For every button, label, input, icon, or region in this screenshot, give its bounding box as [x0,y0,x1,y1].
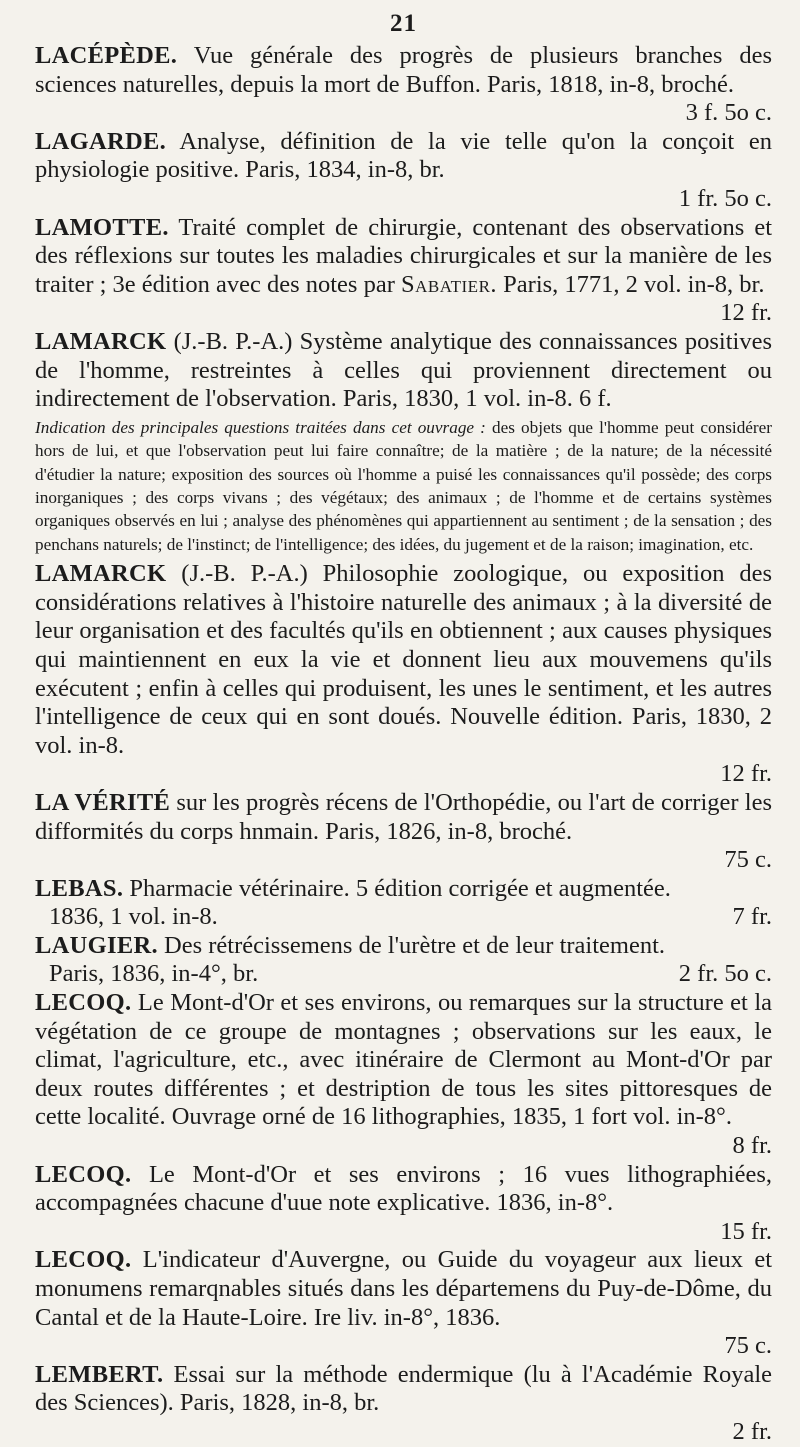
entry-text: Des rétrécissemens de l'urètre et de leur traitement. [164,931,666,959]
entry-text: Traité complet de chirurgie, contenant des observations et des réflexions sur toutes les maladies chirurgicales et sur la manière de les traiter ; 3e édition avec des notes par [35,213,772,298]
catalogue-entry [35,42,772,128]
catalogue-entry [35,1161,772,1247]
entry-price: 15 fr. [720,1217,772,1245]
entry-text: Analyse, définition de la vie telle qu'on la conçoit en physiologie positive. Paris, 1834, in-8, br. [35,127,773,184]
catalogue-entry [35,932,772,989]
catalogue-entry [35,989,772,1161]
entry-author: LAGARDE. [35,127,167,155]
entry-note [35,416,772,556]
entry-price-line [35,960,772,989]
catalogue-entry [35,560,772,789]
catalogue-entry [35,1246,772,1360]
note-label: Indication des principales questions traitées dans cet ouvrage : [35,417,486,437]
entry-price: 7 fr. [732,903,772,931]
entry-author: LEMBERT. [35,1360,164,1388]
entry-price: 75 c. [724,846,772,874]
entry-text: sur les progrès récens de l'Orthopédie, ou l'art de corriger les difformités du corps hnmain. Paris, 1826, in-8, broché. [35,788,772,845]
entry-price: 12 fr. [720,760,772,788]
entry-text: (J.-B. P.-A.) Philosophie zoologique, ou exposition des considérations relatives à l'histoire naturelle des animaux ; à la diversité de leur organisation et des facultés qu'ils en obtiennent ; aux causes physiques qui maintiennent en eux la vie et donnent lieu aux mouvemens qu'ils exécutent ; enfin à celles qui produisent, les unes le sentiment, et les autres l'intelligence de ceux qui en sont doués. Nouvelle édition. Paris, 1830, 2 vol. in-8. [35,560,773,759]
entry-author: LAMARCK [35,327,167,355]
entry-text: (J.-B. P.-A.) Système analytique des connaissances positives de l'homme, restreintes à celles qui proviennent directement ou indirectement de l'observation. Paris, 1830, 1 vol. in-8. 6 f. [35,327,773,413]
entry-price: 75 c. [724,1332,772,1360]
catalogue-entry [35,789,772,875]
entry-editor: Sabatier. [401,270,498,298]
entry-author: LA VÉRITÉ [35,788,171,816]
entry-author: LAUGIER. [35,931,158,959]
catalogue-entry [35,875,772,932]
catalogue-entry [35,328,772,414]
note-text: des objets que l'homme peut considérer hors de lui, et que l'observation peut lui faire connaître; de la matière ; de la nature; de la nécessité d'étudier la nature; exposition des sources où l'homme a puisé les connaissances qu'il possède; des corps inorganiques ; des corps vivans ; des végétaux; des animaux ; de l'homme et de certains systèmes organiques observés en lui ; analyse des phénomènes qui appartiennent au sentiment ; de la sensation ; des penchans naturels; de l'instinct; de l'intelligence; des idées, du jugement et de la raison; imagination, etc. [35,417,772,554]
entry-author: LAMOTTE. [35,213,169,241]
entry-text: Paris, 1771, 2 vol. in-8, br. [503,270,765,298]
entry-price: 3 f. 5o c. [685,99,772,127]
entry-text: Pharmacie vétérinaire. 5 édition corrigée et augmentée. [129,874,671,902]
catalogue-entry [35,1361,772,1447]
entry-price: 8 fr. [732,1132,772,1160]
entry-text: Vue générale des progrès de plusieurs branches des sciences naturelles, depuis la mort de Buffon. Paris, 1818, in-8, broché. [35,42,773,98]
entry-price: 12 fr. [720,299,772,327]
entry-text: Le Mont-d'Or et ses environs ; 16 vues lithographiées, accompagnées chacune d'uue note explicative. 1836, in-8°. [35,1160,772,1217]
entry-author: LECOQ. [35,989,132,1017]
entry-author: LACÉPÈDE. [35,42,178,69]
entry-price: 2 fr. [732,1417,772,1445]
entry-text: Essai sur la méthode endermique (lu à l'Académie Royale des Sciences). Paris, 1828, in-8, br. [35,1360,772,1417]
entry-author: LAMARCK [35,560,167,588]
entry-author: LECOQ. [35,1160,132,1188]
entry-price-line [35,903,772,932]
entry-text: Le Mont-d'Or et ses environs, ou remarques sur la structure et la végétation de ce groupe de montagnes ; observations sur les eaux, le climat, l'agriculture, etc., avec itinéraire de Clermont au Mont-d'Or par deux routes différentes ; et destription de tous les sites pittoresques de cette localité. Ouvrage orné de 16 lithographies, 1835, 1 fort vol. in-8°. [35,989,772,1131]
entry-text: 1836, 1 vol. in-8. [49,903,218,931]
entry-price: 2 fr. 5o c. [678,960,772,988]
page-number: 21 [390,10,417,37]
entry-text: Paris, 1836, in-4°, br. [49,960,259,988]
entry-price: 1 fr. 5o c. [678,184,772,212]
catalogue-entry [35,128,772,214]
catalogue-entry [35,214,772,328]
entry-author: LEBAS. [35,874,124,902]
entry-text: L'indicateur d'Auvergne, ou Guide du voyageur aux lieux et monumens remarqnables situés dans les départemens du Puy-de-Dôme, du Cantal et de la Haute-Loire. Ire liv. in-8°, 1836. [35,1246,772,1331]
entry-author: LECOQ. [35,1246,132,1274]
